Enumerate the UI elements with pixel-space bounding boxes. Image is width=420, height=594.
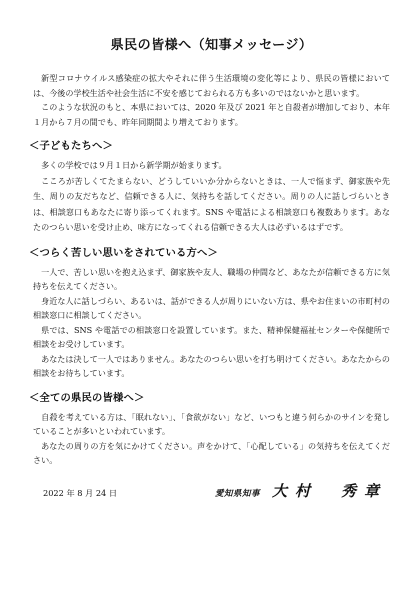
suffering-paragraph-4: あなたは決して一人ではありません。あなたのつらい思いを打ち明けてください。あなたからの相談をお待ちしています。 [33,353,390,378]
intro-paragraph-1: 新型コロナウイルス感染症の拡大やそれに伴う生活環境の変化等により、県民の皆様においては、今後の学校生活や社会生活に不安を感じておられる方も多いのではないかと思います。 [33,73,390,98]
suffering-section [29,244,390,381]
all-citizens-paragraph-1: 自殺を考えている方は、「眠れない」、「食欲がない」など、いつもと違う何らかのサインを発していることが多いといわれています。 [33,411,390,436]
suffering-paragraph-2: 身近な人に話しづらい、あるいは、話ができる人が周りにいない方は、県やお住まいの市町村の相談窓口に相談してください。 [33,295,390,320]
all-citizens-heading: ＜全ての県民の皆様へ＞ [29,391,145,404]
signature-office: 愛知県知事 [215,488,261,499]
children-paragraph-1: 多くの学校では９月１日から新学期が始まります。 [41,160,227,170]
message-date: 2022 年 8 月 24 日 [43,487,118,498]
intro-paragraph-2: このような状況のもと、本県においては、2020 年及び 2021 年と自殺者が増加しており、本年１月から７月の間でも、昨年同期間より増えております。 [33,102,390,127]
all-citizens-section [29,389,390,468]
signature-name: 大村 秀章 [272,481,388,500]
children-section [29,137,390,236]
page-title: 県民の皆様へ（知事メッセージ） [110,38,313,53]
children-paragraph-2: こころが苦しくてたまらない、どうしていいか分からないときは、一人で悩まず、御家族や先生、周りの友だちなど、信頼できる人に、気持ちを話してください。周りの人に話しづらいときは、相談窓口もあなたに寄り添ってくれます。SNS や電話による相談窓口も複数あります。あなたのつらい思いを受け止め、味方になってくれる信頼できる大人は必ずいるはずです。 [33,175,390,232]
suffering-heading: ＜つらく苦しい思いをされている方へ＞ [29,246,218,259]
governor-signature [215,480,387,501]
intro-section [33,71,390,129]
signature-block [33,480,390,504]
all-citizens-paragraph-2: あなたの周りの方を気にかけてください。声をかけて、「心配している」の気持ちを伝えてください。 [33,440,390,465]
suffering-paragraph-3: 県では、SNS や電話での相談窓口を設置しています。また、精神保健福祉センターや保健所で相談をお受けしています。 [33,324,390,349]
children-heading: ＜子どもたちへ＞ [29,140,113,152]
suffering-paragraph-1: 一人で、苦しい思いを抱え込まず、御家族や友人、職場の仲間など、あなたが信頼できる方に気持ちを伝えてください。 [33,266,390,291]
